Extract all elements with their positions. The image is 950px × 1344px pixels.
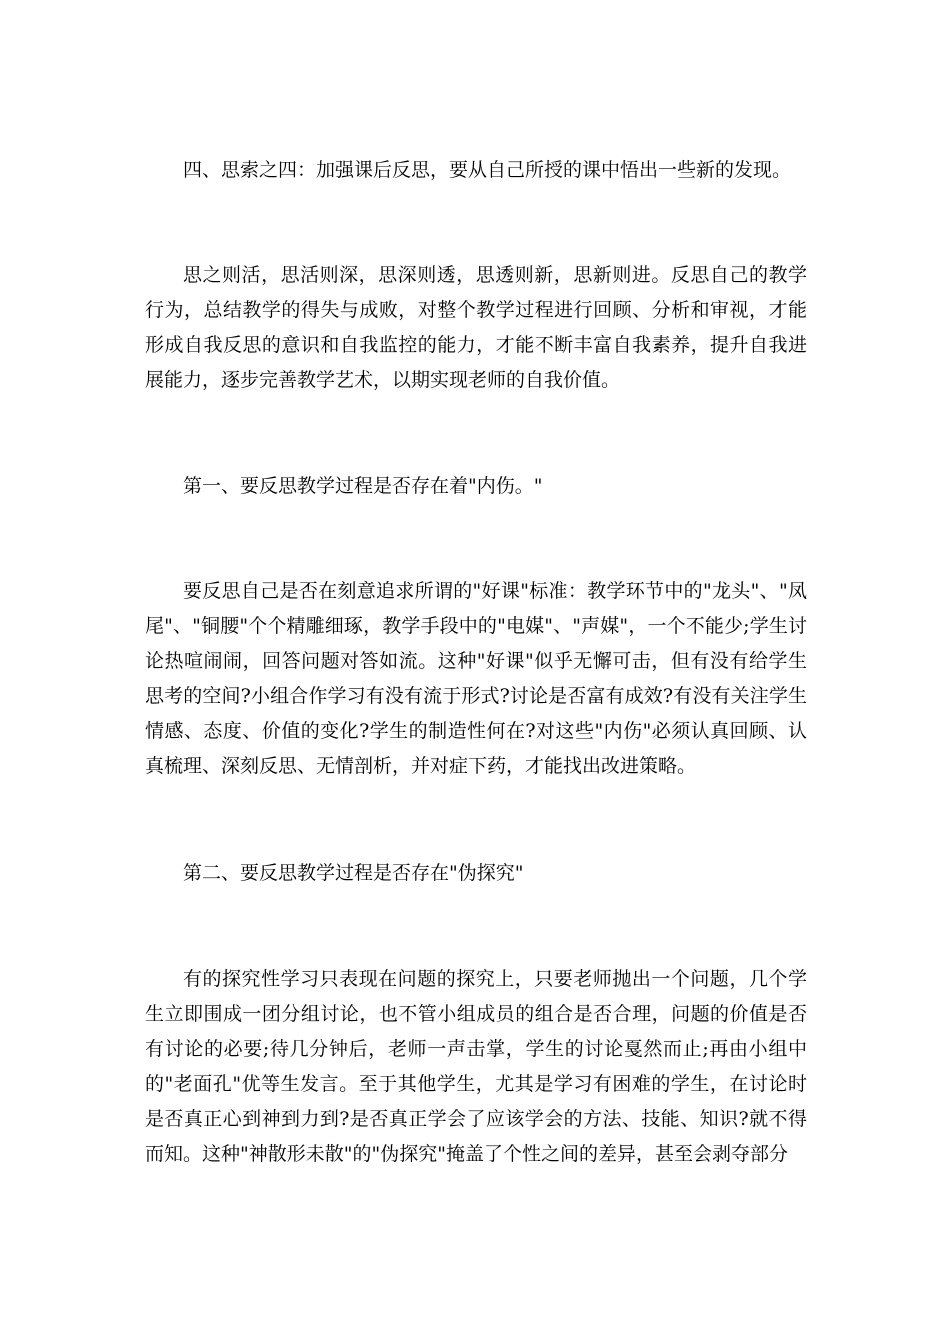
section-heading-four: 四、思索之四：加强课后反思，要从自己所授的课中悟出一些新的发现。 <box>183 159 792 181</box>
subheading-second: 第二、要反思教学过程是否存在"伪探究" <box>183 862 524 884</box>
body-paragraph-inner-injury: 要反思自己是否在刻意追求所谓的"好课"标准：教学环节中的"龙头"、"凤尾"、"铜腰"个个精雕细琢，教学手段中的"电媒"、"声媒"，一个不能少;学生讨论热喧闹闹，回答问题对答如流。这种"好课"似乎无懈可击，但有没有给学生思考的空间?小组合作学习有没有流于形式?讨论是否富有成效?有没有关注学生情感、态度、价值的变化?学生的制造性何在?对这些"内伤"必须认真回顾、认真梳理、深刻反思、无情剖析，并对症下药，才能找出改进策略。 <box>145 580 807 777</box>
body-paragraph-pseudo-inquiry: 有的探究性学习只表现在问题的探究上，只要老师抛出一个问题，几个学生立即围成一团分组讨论，也不管小组成员的组合是否合理，问题的价值是否有讨论的必要;待几分钟后，老师一声击掌，学生的讨论戛然而止;再由小组中的"老面孔"优等生发言。至于其他学生，尤其是学习有困难的学生，在讨论时是否真正心到神到力到?是否真正学会了应该学会的方法、技能、知识?就不得而知。这种"神散形未散"的"伪探究"掩盖了个性之间的差异，甚至会剥夺部分 <box>145 968 807 1165</box>
body-paragraph-reflection: 思之则活，思活则深，思深则透，思透则新，思新则进。反思自己的教学行为，总结教学的得失与成败，对整个教学过程进行回顾、分析和审视，才能形成自我反思的意识和自我监控的能力，才能不断丰富自我素养，提升自我进展能力，逐步完善教学艺术，以期实现老师的自我价值。 <box>145 264 807 391</box>
subheading-first: 第一、要反思教学过程是否存在着"内伤。" <box>183 475 543 497</box>
